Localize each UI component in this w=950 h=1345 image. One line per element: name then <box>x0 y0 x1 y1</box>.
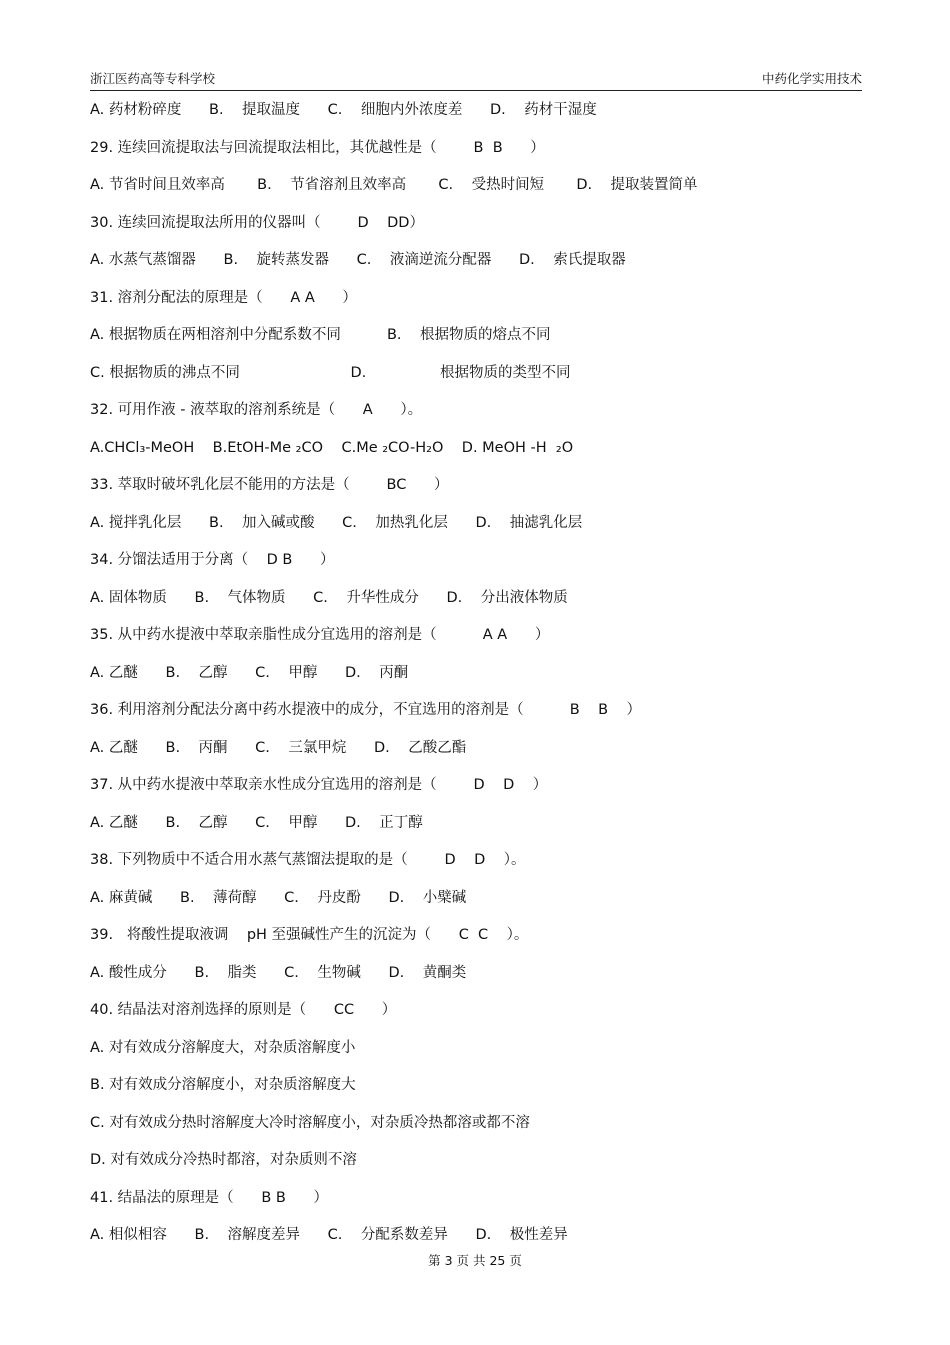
options-36: A. 乙醚 B. 丙酮 C. 三氯甲烷 D. 乙酸乙酯 <box>90 739 467 756</box>
text-line: A. 药材粉碎度 B. 提取温度 C. 细胞内外浓度差 D. 药材干湿度 <box>90 102 597 118</box>
question-35: 35. 从中药水提液中萃取亲脂性成分宜选用的溶剂是（ A A ） <box>90 627 550 643</box>
options-32: A.CHCl₃-MeOH B.EtOH-Me ₂CO C.Me ₂CO-H₂O D. MeOH -H ₂O <box>90 439 574 456</box>
options-38: A. 麻黄碱 B. 薄荷醇 C. 丹皮酚 D. 小檗碱 <box>90 889 467 906</box>
options-39: A. 酸性成分 B. 脂类 C. 生物碱 D. 黄酮类 <box>90 964 467 981</box>
options-31-ab: A. 根据物质在两相溶剂中分配系数不同 B. 根据物质的熔点不同 <box>90 327 551 343</box>
options-41: A. 相似相容 B. 溶解度差异 C. 分配系数差异 D. 极性差异 <box>90 1227 568 1243</box>
question-32: 32. 可用作液 - 液萃取的溶剂系统是（ A ）。 <box>90 402 423 418</box>
option-40-a: A. 对有效成分溶解度大，对杂质溶解度小 <box>90 1039 356 1056</box>
option-40-d: D. 对有效成分冷热时都溶，对杂质则不溶 <box>90 1152 357 1168</box>
options-30: A. 水蒸气蒸馏器 B. 旋转蒸发器 C. 液滴逆流分配器 D. 索氏提取器 <box>90 252 626 268</box>
header-school: 浙江医药高等专科学校 <box>90 71 216 86</box>
options-33: A. 搅拌乳化层 B. 加入碱或酸 C. 加热乳化层 D. 抽滤乳化层 <box>90 514 583 531</box>
question-34: 34. 分馏法适用于分离（ D B ） <box>90 552 335 568</box>
options-29: A. 节省时间且效率高 B. 节省溶剂且效率高 C. 受热时间短 D. 提取装置简单 <box>90 177 698 193</box>
page-footer: 第 3 页 共 25 页 <box>428 1253 522 1268</box>
question-31: 31. 溶剂分配法的原理是（ A A ） <box>90 289 357 306</box>
question-30: 30. 连续回流提取法所用的仪器叫（ D DD） <box>90 214 424 231</box>
document-body <box>90 98 862 1261</box>
page-header <box>90 68 862 91</box>
options-35: A. 乙醚 B. 乙醇 C. 甲醇 D. 丙酮 <box>90 664 409 681</box>
question-39: 39. 将酸性提取液调 pH 至强碱性产生的沉淀为（ C C ）。 <box>90 927 529 943</box>
option-40-c: C. 对有效成分热时溶解度大冷时溶解度小，对杂质冷热都溶或都不溶 <box>90 1114 530 1131</box>
options-34: A. 固体物质 B. 气体物质 C. 升华性成分 D. 分出液体物质 <box>90 589 568 606</box>
options-31-cd: C. 根据物质的沸点不同 D. 根据物质的类型不同 <box>90 364 571 381</box>
question-33: 33. 萃取时破坏乳化层不能用的方法是（ BC ） <box>90 477 449 493</box>
question-41: 41. 结晶法的原理是（ B B ） <box>90 1189 328 1206</box>
option-40-b: B. 对有效成分溶解度小，对杂质溶解度大 <box>90 1077 356 1093</box>
question-40: 40. 结晶法对溶剂选择的原则是（ CC ） <box>90 1002 397 1018</box>
question-38: 38. 下列物质中不适合用水蒸气蒸馏法提取的是（ D D ）。 <box>90 852 526 868</box>
question-36: 36. 利用溶剂分配法分离中药水提液中的成分，不宜选用的溶剂是（ B B ） <box>90 702 642 718</box>
question-37: 37. 从中药水提液中萃取亲水性成分宜选用的溶剂是（ D D ） <box>90 777 548 793</box>
header-course: 中药化学实用技术 <box>761 71 862 86</box>
question-29: 29. 连续回流提取法与回流提取法相比，其优越性是（ B B ） <box>90 139 545 156</box>
options-37: A. 乙醚 B. 乙醇 C. 甲醇 D. 正丁醇 <box>90 814 423 831</box>
